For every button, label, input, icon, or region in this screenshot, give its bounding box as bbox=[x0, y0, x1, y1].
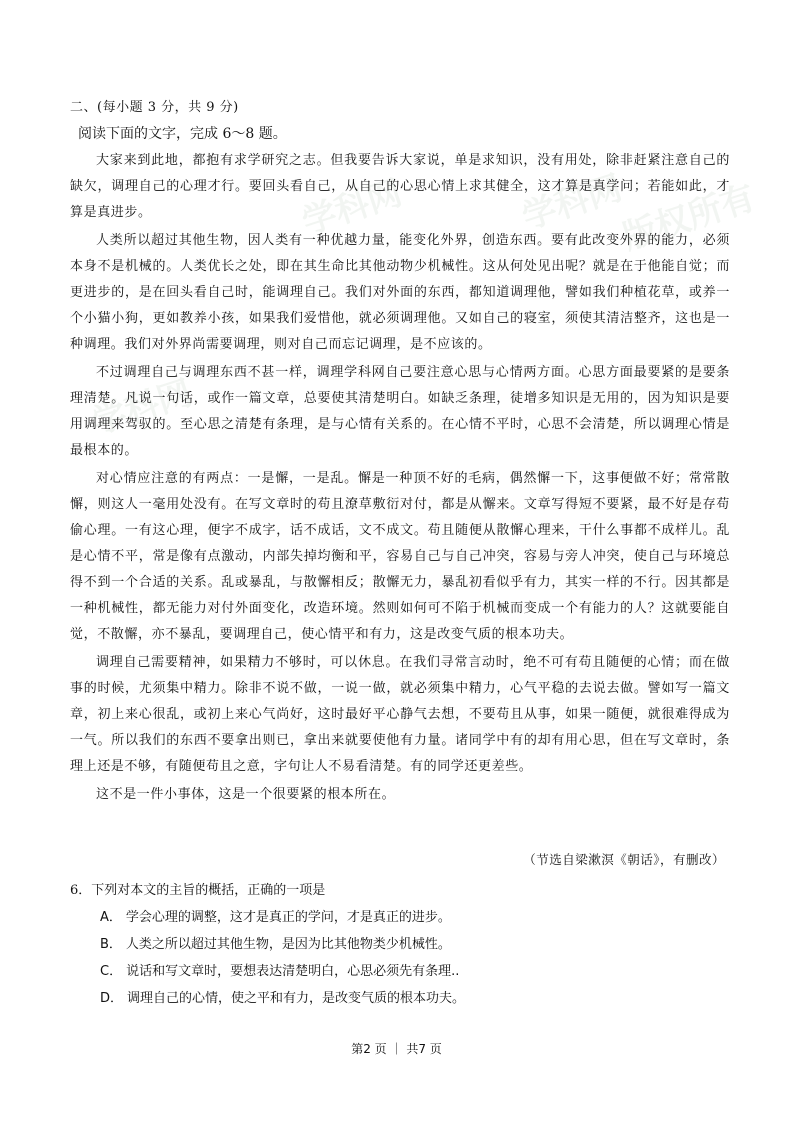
reading-instruction: 阅读下面的文字，完成 6～8 题。 bbox=[78, 126, 287, 142]
watermark: 版权所有 bbox=[618, 177, 760, 258]
option-d[interactable] bbox=[70, 985, 730, 1012]
passage-paragraph: 不过调理自己与调理东西不甚一样，调理学科网自己要注意心思与心情两方面。心思方面最要紧的是要条理清楚。凡说一句话，或作一篇文章，总要使其清楚明白。如缺乏条理，徒增多知识是无用的，因为知识是要用调理来驾驭的。至心思之清楚有条理，是与心情有关系的。在心情不平时，心思不会清楚，所以调理心情是最根本的。 bbox=[70, 365, 730, 458]
option-b[interactable] bbox=[70, 931, 730, 958]
passage-paragraph: 这不是一件小事体，这是一个很要紧的根本所在。 bbox=[96, 787, 396, 802]
option-letter: C． bbox=[100, 964, 123, 979]
page-footer: 第2 页 ｜ 共7 页 bbox=[351, 1042, 442, 1056]
passage-paragraph: 调理自己需要精神，如果精力不够时，可以休息。在我们寻常言动时，绝不可有苟且随便的心情；而在做事的时候，尤须集中精力。除非不说不做，一说一做，就必须集中精力，心气平稳的去说去做。譬如写一篇文章，初上来心很乱，或初上来心气尚好，这时最好平心静气去想，不要苟且从事，如果一随便，就很难得成为一气。所以我们的东西不要拿出则已，拿出来就要使他有力量。诸同学中有的却有用心思，但在写文章时，条理上还是不够，有随便苟且之意，字句让人不易看清楚。有的同学还更差些。 bbox=[70, 655, 730, 774]
watermark: 学科网 bbox=[297, 173, 407, 243]
watermark: 学科网 bbox=[87, 373, 197, 443]
option-text: 人类之所以超过其他生物，是因为比其他物类少机械性。 bbox=[125, 937, 451, 952]
option-text: 学会心理的调整，这才是真正的学问，才是真正的进步。 bbox=[125, 910, 451, 925]
section-header: 二、(每小题 3 分，共 9 分) bbox=[70, 100, 239, 115]
passage-source: （节选自梁漱溟《朝话》，有删改） bbox=[523, 852, 725, 867]
option-a[interactable] bbox=[70, 904, 730, 931]
passage-paragraph: 人类所以超过其他生物，因人类有一种优越力量，能变化外界，创造东西。要有此改变外界的能力，必须本身不是机械的。人类优长之处，即在其生命比其他动物少机械性。这从何处见出呢？就是在于他能自觉；而更进步的，是在回头看自己时，能调理自己。我们对外面的东西，都知道调理他，譬如我们种植花草，或养一个小猫小狗，更如教养小孩，如果我们爱惜他，就必须调理他。又如自己的寝室，须使其清洁整齐，这也是一种调理。我们对外界尚需要调理，则对自己而忘记调理，是不应该的。 bbox=[70, 233, 730, 352]
answer-options bbox=[70, 904, 730, 1012]
option-c[interactable] bbox=[70, 958, 730, 985]
question-6 bbox=[70, 878, 730, 1012]
question-stem: 6．下列对本文的主旨的概括，正确的一项是 bbox=[70, 883, 326, 898]
option-letter: A． bbox=[100, 910, 122, 925]
option-text: 调理自己的心情，使之平和有力，是改变气质的根本功夫。 bbox=[127, 991, 466, 1006]
option-text: 说话和写文章时，要想表达清楚明白，心思必须先有条理.. bbox=[126, 964, 460, 979]
option-letter: D． bbox=[100, 991, 124, 1006]
option-letter: B． bbox=[100, 937, 122, 952]
passage-paragraph: 大家来到此地，都抱有求学研究之志。但我要告诉大家说，单是求知识，没有用处，除非赶紧注意自己的缺欠，调理自己的心理才行。要回头看自己，从自己的心思心情上求其健全，这才算是真学问；若能如此，才算是真进步。 bbox=[70, 153, 730, 220]
watermark: 学科网 bbox=[517, 168, 627, 238]
passage-paragraph: 对心情应注意的有两点：一是懈，一是乱。懈是一种顶不好的毛病，偶然懈一下，这事便做不好；常常散懈，则这人一毫用处没有。在写文章时的苟且潦草敷衍对付，都是从懈来。文章写得短不要紧，最不好是存苟偷心理。一有这心理，便字不成字，话不成话，文不成文。苟且随便从散懈心理来，干什么事都不成样儿。乱是心情不平，常是像有点激动，内部失掉均衡和平，容易自己与自己冲突，容易与旁人冲突，使自己与环境总得不到一个合适的关系。乱或暴乱，与散懈相反；散懈无力，暴乱初看似乎有力，其实一样的不行。因其都是一种机械性，都无能力对付外面变化，改造环境。然则如何可不陷于机械而变成一个有能力的人？这就要能自觉，不散懈，亦不暴乱，要调理自己，使心情平和有力，这是改变气质的根本功夫。 bbox=[70, 471, 730, 642]
reading-passage bbox=[70, 148, 730, 810]
